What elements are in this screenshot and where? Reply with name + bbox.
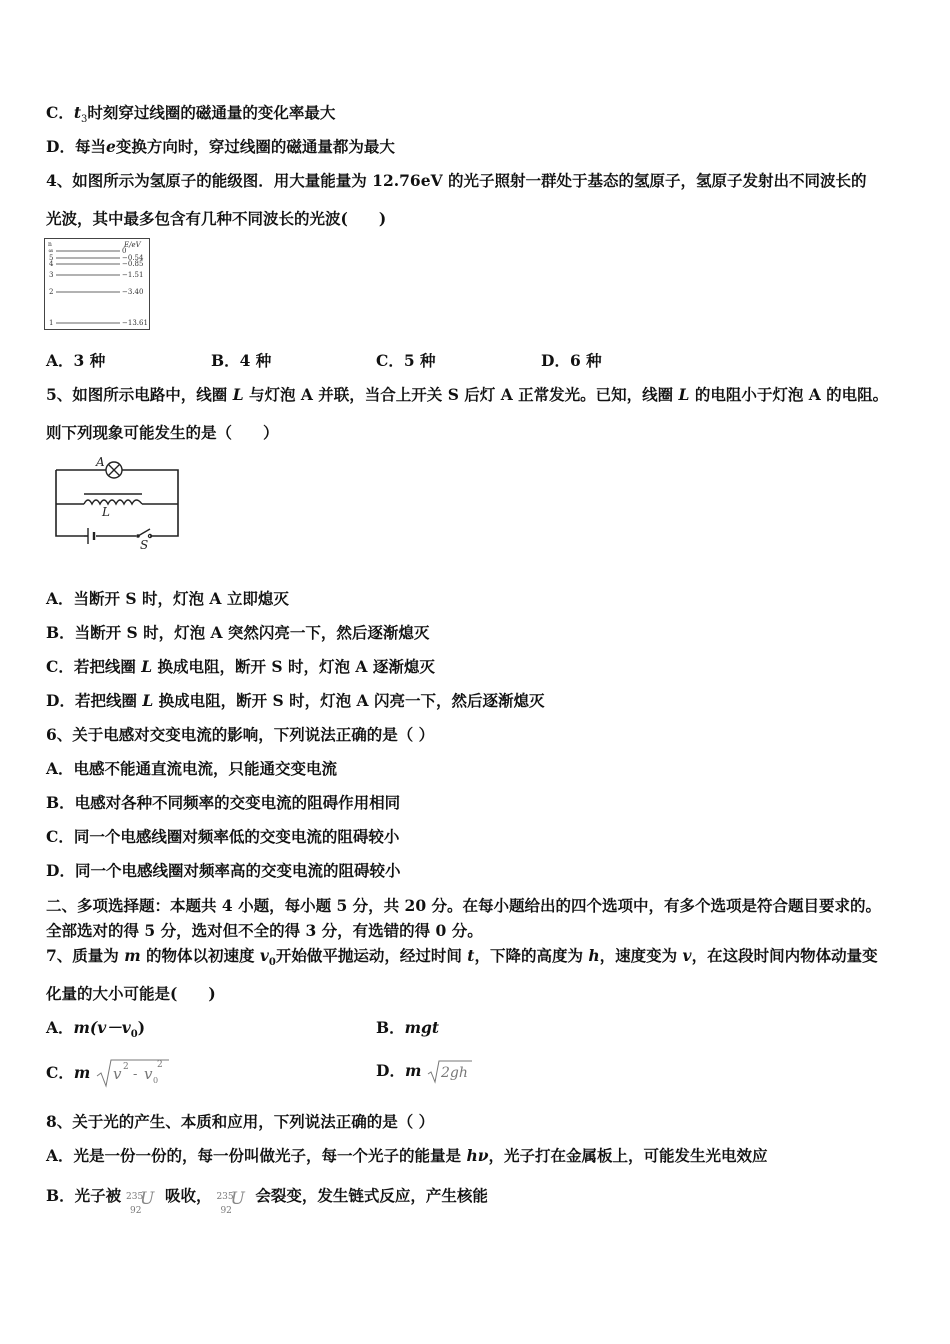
q5-stem-part1: 5、如图所示电路中，线圈: [46, 385, 233, 404]
q5-stem-L1: L: [232, 385, 244, 404]
energy-level-5-e: −0.54: [122, 254, 144, 262]
q7-option-b[interactable]: [376, 1018, 439, 1038]
uranium-235-number: 92: [130, 1206, 142, 1216]
q5-stem-part3: 的电阻小于灯泡 A 的电阻。: [689, 385, 889, 404]
inductor-coil-icon: [84, 494, 142, 504]
q6-option-d[interactable]: D．同一个电感线圈对频率高的交变电流的阻碍较小: [46, 861, 401, 880]
q5-stem-part2: 与灯泡 A 并联，当合上开关 S 后灯 A 正常发光。已知，线圈: [243, 385, 679, 404]
coil-label: L: [102, 505, 110, 519]
q7-option-a-letter: A．: [46, 1018, 74, 1037]
q7-option-d-radicand: 2gh: [441, 1065, 469, 1081]
q5-option-c[interactable]: [46, 657, 435, 677]
q6-option-a[interactable]: A．电感不能通直流电流，只能通交变电流: [46, 759, 338, 778]
q7-s1: 7、质量为: [46, 946, 125, 965]
q7-s6: ，在这段时间内物体动量变: [691, 946, 878, 965]
q6-stem: 6、关于电感对交变电流的影响，下列说法正确的是（ ）: [46, 725, 435, 744]
battery-icon: [88, 528, 94, 544]
q5-option-d[interactable]: [46, 691, 544, 711]
q7-option-c-minus: -: [133, 1067, 138, 1082]
q4-option-d[interactable]: D．6 种: [541, 351, 602, 370]
q4-option-c[interactable]: C．5 种: [376, 351, 436, 370]
q7-option-b-expr: mgt: [404, 1018, 440, 1037]
q3-option-c-text: 时刻穿过线圈的磁通量的变化率最大: [87, 103, 336, 122]
q8-option-b-part3: 会裂变，发生链式反应，产生核能: [255, 1186, 488, 1205]
switch-label: S: [140, 538, 149, 552]
q7-option-c[interactable]: [46, 1056, 171, 1092]
q5-stem-line2: 则下列现象可能发生的是（ ）: [46, 423, 279, 442]
energy-level-inf-e: 0: [122, 247, 127, 255]
energy-level-1-e: −13.61: [122, 319, 148, 327]
q5-option-d-L: L: [142, 691, 154, 710]
q8-option-a-hv: hν: [466, 1146, 489, 1165]
q7-option-c-m: m: [73, 1063, 91, 1082]
q8-option-b-part1: B．光子被: [46, 1186, 122, 1205]
q7-option-c-letter: C．: [46, 1063, 74, 1082]
q4-option-b[interactable]: B．4 种: [211, 351, 272, 370]
q7-option-b-letter: B．: [376, 1018, 405, 1037]
q7-v: v: [682, 946, 692, 965]
q4-option-a[interactable]: A．3 种: [46, 351, 106, 370]
energy-level-1-n: 1: [49, 319, 54, 327]
energy-level-3: [49, 271, 143, 279]
q7-option-a[interactable]: [46, 1018, 145, 1045]
q8-option-a-part1: A．光是一份一份的，每一份叫做光子，每一个光子的能量是: [46, 1146, 467, 1165]
q5-stem-line1: [46, 385, 888, 405]
energy-level-inf-n: ∞: [48, 247, 54, 255]
energy-diagram-n-label: n: [48, 241, 52, 248]
q8-option-b[interactable]: [46, 1180, 488, 1216]
q6-option-b[interactable]: B．电感对各种不同频率的交变电流的阻碍作用相同: [46, 793, 401, 812]
energy-level-4: [49, 260, 143, 268]
q5-option-a[interactable]: A．当断开 S 时，灯泡 A 立即熄灭: [46, 589, 289, 608]
q7-option-a-expr: m(v－v: [73, 1018, 131, 1037]
switch-icon: [136, 529, 151, 538]
q7-stem-line2: 化量的大小可能是( ): [46, 984, 216, 1003]
q3-option-c-t: t: [73, 103, 82, 122]
q3-option-c-letter: C．: [46, 103, 74, 122]
uranium-235-mass-2: 235: [216, 1192, 234, 1202]
section2-heading-line2: 全部选对的得 5 分，选对但不全的得 3 分，有选错的得 0 分。: [46, 921, 483, 940]
q7-v0-sub: 0: [268, 957, 276, 969]
q3-option-d: [46, 137, 395, 157]
q8-stem: 8、关于光的产生、本质和应用，下列说法正确的是（ ）: [46, 1112, 435, 1131]
q7-option-a-close: ): [137, 1018, 146, 1037]
q3-option-d-e: e: [105, 137, 116, 156]
q7-option-d-m: m: [404, 1061, 422, 1080]
q8-option-a-part2: ，光子打在金属板上，可能发生光电效应: [488, 1146, 768, 1165]
energy-level-1: [49, 319, 148, 327]
q7-s4: ，下降的高度为: [474, 946, 589, 965]
q5-option-d-part1: D．若把线圈: [46, 691, 143, 710]
q7-option-d-letter: D．: [376, 1061, 405, 1080]
q7-s5: ，速度变为: [599, 946, 683, 965]
q3-option-d-pre: 每当: [74, 137, 106, 156]
q7-option-a-sub: 0: [130, 1029, 138, 1041]
energy-level-4-e: −0.85: [122, 260, 144, 268]
energy-level-2-n: 2: [49, 288, 54, 296]
uranium-235-symbol: [126, 1182, 160, 1216]
q7-option-c-v0-sub: 0: [153, 1076, 159, 1085]
q7-option-c-v0: v: [144, 1065, 153, 1083]
energy-diagram-e-label: E/eV: [124, 241, 141, 249]
uranium-235-number-2: 92: [220, 1206, 232, 1216]
q5-stem-L2: L: [678, 385, 690, 404]
uranium-235-letter-2: U: [230, 1189, 245, 1209]
q3-option-d-text: 变换方向时，穿过线圈的磁通量都为最大: [115, 137, 395, 156]
q4-stem-line2: 光波，其中最多包含有几种不同波长的光波( ): [46, 209, 387, 228]
q7-s3: 开始做平抛运动，经过时间: [275, 946, 468, 965]
energy-level-inf: [48, 247, 126, 255]
lamp-icon: [106, 462, 122, 478]
q7-s2: 的物体以初速度: [140, 946, 260, 965]
circuit-diagram: [50, 456, 186, 552]
q7-option-c-v: v: [113, 1065, 122, 1083]
uranium-235-symbol-2: [216, 1182, 250, 1216]
uranium-235-mass: 235: [126, 1192, 144, 1202]
q8-option-a[interactable]: [46, 1146, 767, 1166]
energy-level-5-n: 5: [49, 254, 54, 262]
energy-level-2-e: −3.40: [122, 288, 144, 296]
q3-option-d-letter: D．: [46, 137, 75, 156]
q7-t: t: [467, 946, 475, 965]
section2-heading-line1: 二、多项选择题：本题共 4 小题，每小题 5 分，共 20 分。在每小题给出的四个选项中，有多个选项是符合题目要求的。: [46, 896, 882, 915]
energy-level-4-n: 4: [49, 260, 54, 268]
energy-level-2: [49, 288, 143, 296]
q7-m: m: [124, 946, 141, 965]
q4-stem-line1: 4、如图所示为氢原子的能级图．用大量能量为 12.76eV 的光子照射一群处于基态的氢原子，氢原子发射出不同波长的: [46, 171, 867, 190]
uranium-235-letter: U: [140, 1189, 155, 1209]
energy-level-3-n: 3: [49, 271, 54, 279]
q7-option-d[interactable]: [376, 1056, 474, 1092]
q7-option-c-v-sq: 2: [123, 1062, 129, 1072]
lamp-label: A: [96, 456, 105, 469]
q7-option-d-sqrt-formula: [426, 1056, 474, 1086]
q3-option-c: [46, 103, 335, 130]
q5-option-d-part2: 换成电阻，断开 S 时，灯泡 A 闪亮一下，然后逐渐熄灭: [153, 691, 545, 710]
q5-option-b[interactable]: B．当断开 S 时，灯泡 A 突然闪亮一下，然后逐渐熄灭: [46, 623, 430, 642]
energy-level-3-e: −1.51: [122, 271, 144, 279]
q3-option-c-sub: 3: [81, 114, 88, 126]
q7-stem-line1: [46, 946, 878, 973]
q5-option-c-part1: C．若把线圈: [46, 657, 142, 676]
q6-option-c[interactable]: C．同一个电感线圈对频率低的交变电流的阻碍较小: [46, 827, 400, 846]
q7-option-c-sqrt-formula: [95, 1056, 171, 1090]
q5-option-c-L: L: [141, 657, 153, 676]
q7-v0: v: [259, 946, 269, 965]
q7-h: h: [588, 946, 600, 965]
energy-level-diagram: [44, 238, 150, 330]
q7-option-c-v0-sq: 2: [157, 1060, 163, 1070]
q5-option-c-part2: 换成电阻，断开 S 时，灯泡 A 逐渐熄灭: [152, 657, 435, 676]
q8-option-b-part2: 吸收，: [164, 1186, 212, 1205]
